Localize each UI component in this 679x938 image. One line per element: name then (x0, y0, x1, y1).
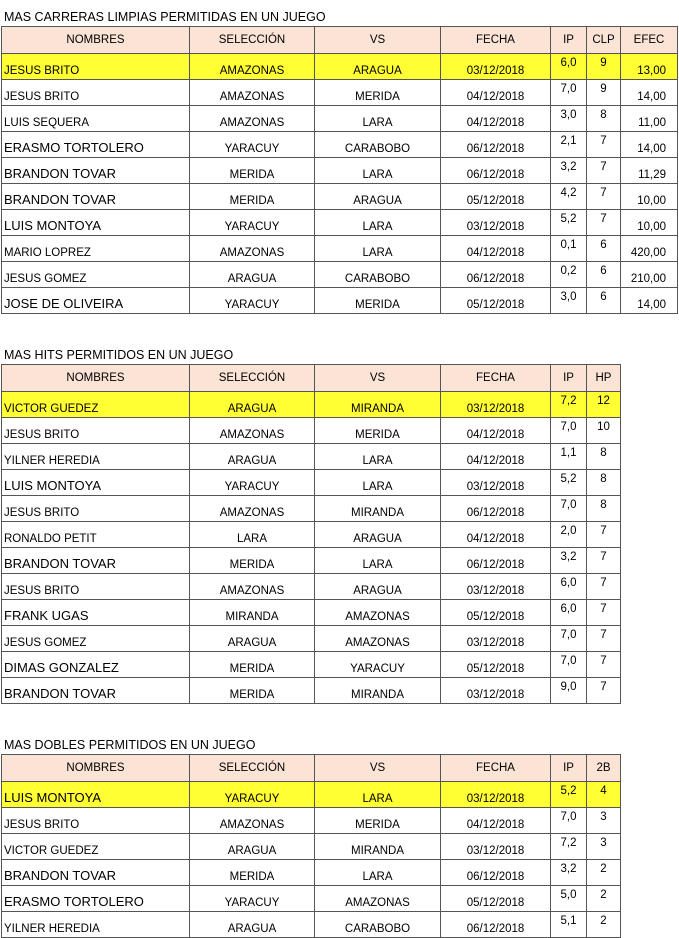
cell-fecha: 06/12/2018 (441, 912, 551, 938)
cell-fecha: 04/12/2018 (441, 808, 551, 834)
cell-vs: YARACUY (315, 652, 441, 678)
cell-stat: 7 (587, 678, 621, 704)
cell-fecha: 05/12/2018 (441, 652, 551, 678)
cell-nombre: VICTOR GUEDEZ (2, 392, 190, 418)
cell-nombre: BRANDON TOVAR (2, 548, 190, 574)
cell-ip: 7,0 (551, 80, 587, 106)
cell-seleccion: YARACUY (190, 470, 315, 496)
cell-ip: 1,1 (551, 444, 587, 470)
cell-fecha: 05/12/2018 (441, 886, 551, 912)
table-row (2, 834, 621, 860)
cell-seleccion: MERIDA (190, 158, 315, 184)
cell-efec: 11,00 (621, 106, 678, 132)
cell-stat: 8 (587, 496, 621, 522)
cell-efec: 13,00 (621, 54, 678, 80)
table-row (2, 54, 678, 80)
cell-nombre: MARIO LOPREZ (2, 236, 190, 262)
cell-ip: 5,2 (551, 470, 587, 496)
cell-vs: MERIDA (315, 80, 441, 106)
cell-ip: 3,2 (551, 548, 587, 574)
cell-seleccion: ARAGUA (190, 262, 315, 288)
cell-stat: 7 (587, 522, 621, 548)
cell-ip: 5,0 (551, 886, 587, 912)
table-row (2, 548, 621, 574)
table-row (2, 912, 621, 938)
cell-vs: CARABOBO (315, 262, 441, 288)
cell-nombre: BRANDON TOVAR (2, 860, 190, 886)
cell-efec: 14,00 (621, 80, 678, 106)
cell-seleccion: AMAZONAS (190, 418, 315, 444)
cell-ip: 7,2 (551, 392, 587, 418)
table-row (2, 808, 621, 834)
cell-fecha: 06/12/2018 (441, 496, 551, 522)
cell-stat: 6 (587, 236, 621, 262)
cell-stat: 4 (587, 782, 621, 808)
cell-seleccion: MERIDA (190, 860, 315, 886)
header-seleccion: SELECCIÓN (190, 365, 315, 392)
header-fecha: FECHA (441, 365, 551, 392)
cell-fecha: 04/12/2018 (441, 236, 551, 262)
header-stat: HP (587, 365, 621, 392)
cell-nombre: ERASMO TORTOLERO (2, 886, 190, 912)
cell-fecha: 03/12/2018 (441, 470, 551, 496)
cell-nombre: JESUS BRITO (2, 574, 190, 600)
cell-stat: 6 (587, 262, 621, 288)
cell-vs: CARABOBO (315, 132, 441, 158)
table-row (2, 782, 621, 808)
dobles-table (1, 754, 621, 938)
cell-nombre: LUIS MONTOYA (2, 210, 190, 236)
header-vs: VS (315, 755, 441, 782)
cell-seleccion: MIRANDA (190, 600, 315, 626)
cell-nombre: LUIS MONTOYA (2, 782, 190, 808)
cell-seleccion: ARAGUA (190, 444, 315, 470)
cell-seleccion: MERIDA (190, 678, 315, 704)
header-fecha: FECHA (441, 27, 551, 54)
table-row (2, 886, 621, 912)
cell-vs: ARAGUA (315, 54, 441, 80)
cell-fecha: 05/12/2018 (441, 184, 551, 210)
table-row (2, 574, 621, 600)
cell-efec: 14,00 (621, 288, 678, 314)
header-vs: VS (315, 27, 441, 54)
cell-ip: 6,0 (551, 600, 587, 626)
table-row (2, 626, 621, 652)
cell-efec: 11,29 (621, 158, 678, 184)
table-row (2, 392, 621, 418)
cell-ip: 3,2 (551, 860, 587, 886)
cell-seleccion: MERIDA (190, 184, 315, 210)
cell-stat: 7 (587, 184, 621, 210)
cell-stat: 7 (587, 210, 621, 236)
table-row (2, 210, 678, 236)
cell-nombre: JESUS BRITO (2, 80, 190, 106)
cell-vs: CARABOBO (315, 912, 441, 938)
cell-fecha: 03/12/2018 (441, 54, 551, 80)
cell-fecha: 03/12/2018 (441, 782, 551, 808)
cell-vs: AMAZONAS (315, 600, 441, 626)
header-nombres: NOMBRES (2, 755, 190, 782)
cell-fecha: 04/12/2018 (441, 522, 551, 548)
cell-vs: LARA (315, 860, 441, 886)
cell-vs: MERIDA (315, 288, 441, 314)
cell-stat: 6 (587, 288, 621, 314)
cell-fecha: 06/12/2018 (441, 158, 551, 184)
cell-ip: 5,1 (551, 912, 587, 938)
cell-stat: 2 (587, 912, 621, 938)
header-ip: IP (551, 27, 587, 54)
cell-ip: 6,0 (551, 54, 587, 80)
cell-seleccion: YARACUY (190, 288, 315, 314)
cell-efec: 210,00 (621, 262, 678, 288)
cell-vs: AMAZONAS (315, 626, 441, 652)
cell-ip: 3,2 (551, 158, 587, 184)
cell-vs: LARA (315, 444, 441, 470)
cell-seleccion: AMAZONAS (190, 80, 315, 106)
cell-efec: 14,00 (621, 132, 678, 158)
cell-stat: 3 (587, 808, 621, 834)
cell-ip: 5,2 (551, 782, 587, 808)
cell-ip: 7,0 (551, 652, 587, 678)
cell-ip: 2,1 (551, 132, 587, 158)
cell-nombre: JOSE DE OLIVEIRA (2, 288, 190, 314)
cell-seleccion: AMAZONAS (190, 496, 315, 522)
cell-ip: 2,0 (551, 522, 587, 548)
cell-vs: LARA (315, 106, 441, 132)
cell-stat: 7 (587, 548, 621, 574)
header-vs: VS (315, 365, 441, 392)
clp-table (1, 26, 678, 314)
cell-seleccion: YARACUY (190, 132, 315, 158)
cell-fecha: 04/12/2018 (441, 106, 551, 132)
table-row (2, 600, 621, 626)
table-row (2, 860, 621, 886)
header-nombres: NOMBRES (2, 27, 190, 54)
cell-nombre: DIMAS GONZALEZ (2, 652, 190, 678)
cell-seleccion: ARAGUA (190, 626, 315, 652)
table-row (2, 262, 678, 288)
cell-nombre: JESUS BRITO (2, 54, 190, 80)
cell-vs: AMAZONAS (315, 886, 441, 912)
table-row (2, 496, 621, 522)
cell-fecha: 03/12/2018 (441, 392, 551, 418)
header-stat: CLP (587, 27, 621, 54)
cell-seleccion: ARAGUA (190, 392, 315, 418)
cell-vs: LARA (315, 210, 441, 236)
cell-nombre: YILNER HEREDIA (2, 912, 190, 938)
table-row (2, 158, 678, 184)
cell-seleccion: MERIDA (190, 548, 315, 574)
cell-vs: ARAGUA (315, 184, 441, 210)
cell-vs: MIRANDA (315, 834, 441, 860)
cell-stat: 7 (587, 652, 621, 678)
cell-fecha: 03/12/2018 (441, 626, 551, 652)
table-row (2, 80, 678, 106)
cell-ip: 7,0 (551, 496, 587, 522)
table-row (2, 236, 678, 262)
table-row (2, 678, 621, 704)
cell-vs: MIRANDA (315, 496, 441, 522)
cell-seleccion: AMAZONAS (190, 54, 315, 80)
cell-fecha: 06/12/2018 (441, 262, 551, 288)
header-nombres: NOMBRES (2, 365, 190, 392)
header-seleccion: SELECCIÓN (190, 27, 315, 54)
cell-seleccion: YARACUY (190, 886, 315, 912)
cell-fecha: 03/12/2018 (441, 678, 551, 704)
cell-nombre: JESUS GOMEZ (2, 626, 190, 652)
cell-seleccion: AMAZONAS (190, 808, 315, 834)
cell-stat: 7 (587, 132, 621, 158)
cell-ip: 7,2 (551, 834, 587, 860)
table-row (2, 470, 621, 496)
cell-ip: 3,0 (551, 288, 587, 314)
header-extra: EFEC (621, 27, 678, 54)
cell-ip: 7,0 (551, 808, 587, 834)
header-fecha: FECHA (441, 755, 551, 782)
cell-ip: 7,0 (551, 626, 587, 652)
table-row (2, 418, 621, 444)
cell-stat: 2 (587, 886, 621, 912)
header-row (2, 365, 621, 392)
cell-seleccion: ARAGUA (190, 834, 315, 860)
cell-vs: LARA (315, 158, 441, 184)
cell-stat: 7 (587, 600, 621, 626)
cell-ip: 3,0 (551, 106, 587, 132)
cell-efec: 10,00 (621, 184, 678, 210)
cell-ip: 0,2 (551, 262, 587, 288)
cell-fecha: 05/12/2018 (441, 288, 551, 314)
cell-seleccion: AMAZONAS (190, 236, 315, 262)
cell-efec: 420,00 (621, 236, 678, 262)
table-row (2, 522, 621, 548)
cell-nombre: LUIS MONTOYA (2, 470, 190, 496)
cell-fecha: 03/12/2018 (441, 834, 551, 860)
cell-fecha: 06/12/2018 (441, 860, 551, 886)
section-title-hits: MAS HITS PERMITIDOS EN UN JUEGO (4, 348, 234, 362)
table-row (2, 444, 621, 470)
cell-fecha: 03/12/2018 (441, 574, 551, 600)
cell-stat: 9 (587, 80, 621, 106)
cell-vs: ARAGUA (315, 574, 441, 600)
cell-nombre: JESUS BRITO (2, 808, 190, 834)
cell-fecha: 06/12/2018 (441, 548, 551, 574)
cell-nombre: BRANDON TOVAR (2, 678, 190, 704)
cell-vs: MERIDA (315, 808, 441, 834)
table-row (2, 184, 678, 210)
cell-nombre: JESUS BRITO (2, 496, 190, 522)
cell-stat: 8 (587, 470, 621, 496)
cell-stat: 7 (587, 158, 621, 184)
cell-seleccion: MERIDA (190, 652, 315, 678)
cell-nombre: BRANDON TOVAR (2, 184, 190, 210)
table-row (2, 652, 621, 678)
cell-nombre: VICTOR GUEDEZ (2, 834, 190, 860)
cell-fecha: 06/12/2018 (441, 132, 551, 158)
cell-seleccion: YARACUY (190, 782, 315, 808)
cell-ip: 0,1 (551, 236, 587, 262)
cell-stat: 9 (587, 54, 621, 80)
cell-ip: 7,0 (551, 418, 587, 444)
header-ip: IP (551, 755, 587, 782)
cell-nombre: LUIS SEQUERA (2, 106, 190, 132)
cell-ip: 4,2 (551, 184, 587, 210)
cell-nombre: FRANK UGAS (2, 600, 190, 626)
cell-fecha: 04/12/2018 (441, 418, 551, 444)
cell-vs: MIRANDA (315, 392, 441, 418)
cell-nombre: JESUS BRITO (2, 418, 190, 444)
cell-nombre: ERASMO TORTOLERO (2, 132, 190, 158)
cell-efec: 10,00 (621, 210, 678, 236)
cell-vs: LARA (315, 782, 441, 808)
header-row (2, 27, 678, 54)
cell-vs: MERIDA (315, 418, 441, 444)
section-title-clp: MAS CARRERAS LIMPIAS PERMITIDAS EN UN JUEGO (4, 10, 326, 24)
cell-seleccion: ARAGUA (190, 912, 315, 938)
header-stat: 2B (587, 755, 621, 782)
cell-fecha: 04/12/2018 (441, 80, 551, 106)
cell-stat: 7 (587, 574, 621, 600)
cell-vs: LARA (315, 236, 441, 262)
cell-nombre: JESUS GOMEZ (2, 262, 190, 288)
cell-seleccion: AMAZONAS (190, 106, 315, 132)
table-row (2, 132, 678, 158)
cell-fecha: 04/12/2018 (441, 444, 551, 470)
cell-seleccion: AMAZONAS (190, 574, 315, 600)
header-seleccion: SELECCIÓN (190, 755, 315, 782)
cell-fecha: 03/12/2018 (441, 210, 551, 236)
header-row (2, 755, 621, 782)
header-ip: IP (551, 365, 587, 392)
cell-nombre: YILNER HEREDIA (2, 444, 190, 470)
cell-stat: 8 (587, 106, 621, 132)
cell-vs: LARA (315, 548, 441, 574)
cell-stat: 3 (587, 834, 621, 860)
table-row (2, 288, 678, 314)
cell-seleccion: YARACUY (190, 210, 315, 236)
cell-fecha: 05/12/2018 (441, 600, 551, 626)
cell-stat: 2 (587, 860, 621, 886)
cell-vs: LARA (315, 470, 441, 496)
hits-table (1, 364, 621, 704)
cell-ip: 5,2 (551, 210, 587, 236)
cell-ip: 9,0 (551, 678, 587, 704)
cell-vs: ARAGUA (315, 522, 441, 548)
cell-ip: 6,0 (551, 574, 587, 600)
cell-vs: MIRANDA (315, 678, 441, 704)
cell-nombre: RONALDO PETIT (2, 522, 190, 548)
cell-nombre: BRANDON TOVAR (2, 158, 190, 184)
section-title-dobles: MAS DOBLES PERMITIDOS EN UN JUEGO (4, 738, 256, 752)
table-row (2, 106, 678, 132)
cell-stat: 7 (587, 626, 621, 652)
cell-stat: 8 (587, 444, 621, 470)
cell-stat: 10 (587, 418, 621, 444)
cell-stat: 12 (587, 392, 621, 418)
cell-seleccion: LARA (190, 522, 315, 548)
